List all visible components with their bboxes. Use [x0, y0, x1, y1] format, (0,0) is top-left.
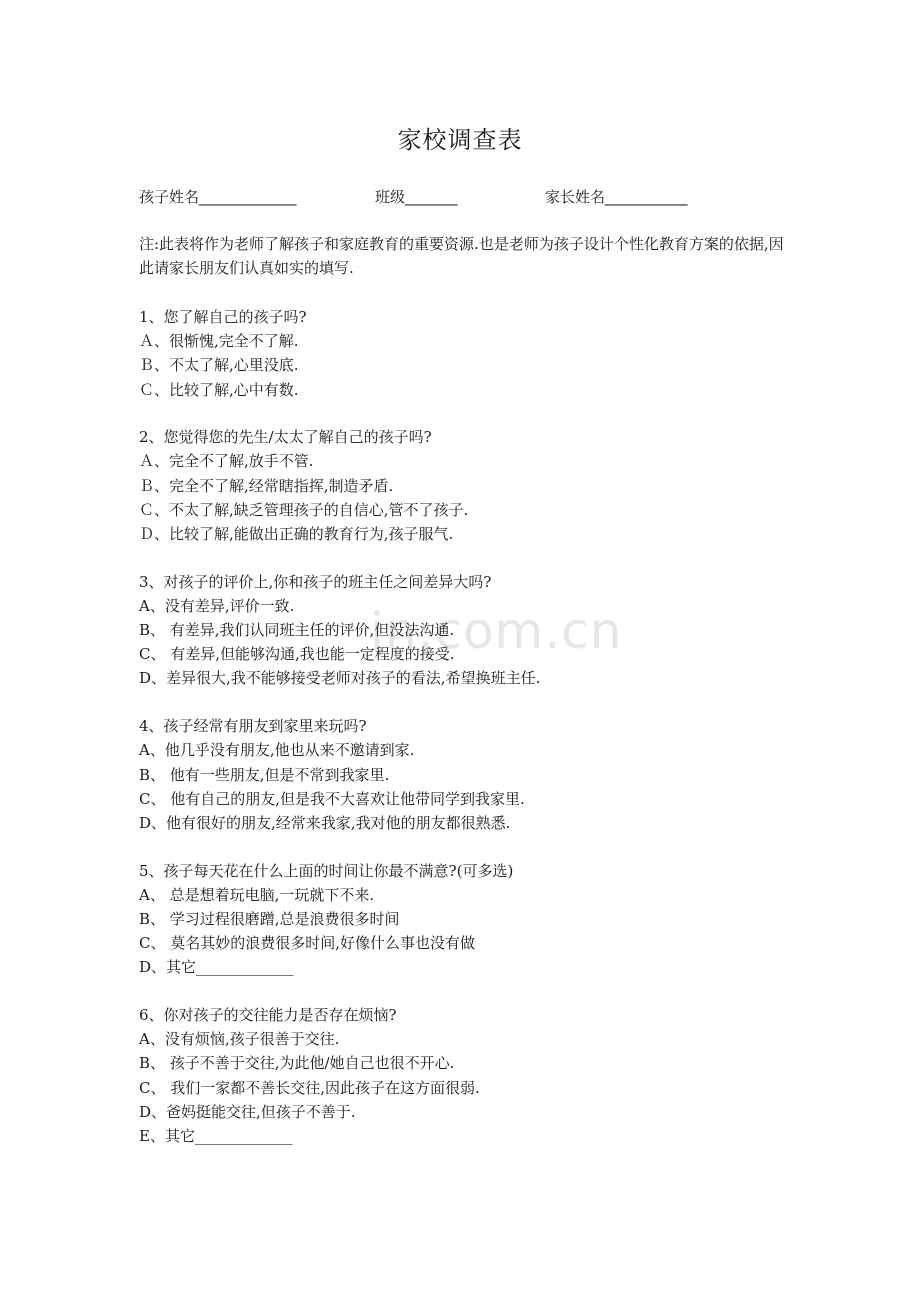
class-blank[interactable]: _______ [405, 188, 458, 206]
option-a[interactable]: A、 总是想着玩电脑,一玩就下不来. [139, 885, 375, 904]
question-text: 1、您了解自己的孩子吗? [139, 308, 307, 326]
option-d[interactable]: D、其它_____________ [139, 958, 294, 977]
watermark: in.com.cn [370, 602, 623, 660]
question-text: 3、对孩子的评价上,你和孩子的班主任之间差异大吗? [139, 572, 492, 591]
option-b[interactable]: Ｂ、完全不了解,经常瞎指挥,制造矛盾. [139, 476, 394, 495]
option-c[interactable]: C、 他有自己的朋友,但是我不大喜欢让他带同学到我家里. [139, 789, 525, 808]
option-b[interactable]: B、 学习过程很磨蹭,总是浪费很多时间 [139, 909, 400, 928]
page-title: 家校调查表 [397, 126, 523, 154]
question-4 [139, 714, 819, 835]
question-1 [139, 305, 819, 402]
option-c[interactable]: C、 莫名其妙的浪费很多时间,好像什么事也没有做 [139, 934, 476, 953]
option-c[interactable]: C、 我们一家都不善长交往,因此孩子在这方面很弱. [139, 1078, 480, 1097]
info-fields [0, 186, 920, 208]
question-2 [139, 425, 819, 546]
option-c[interactable]: Ｃ、不太了解,缺乏管理孩子的自信心,管不了孩子. [139, 500, 469, 519]
question-5 [139, 859, 819, 980]
question-text: 4、孩子经常有朋友到家里来玩吗? [139, 717, 367, 736]
question-3 [139, 570, 819, 691]
option-a[interactable]: A、没有差异,评价一致. [139, 596, 295, 615]
class-label: 班级 [375, 188, 406, 206]
parent-name-field[interactable] [545, 186, 688, 207]
option-a[interactable]: A、他几乎没有朋友,他也从来不邀请到家. [139, 741, 415, 760]
option-c[interactable]: Ｃ、比较了解,心中有数. [139, 380, 299, 399]
option-a[interactable]: Ａ、很惭愧,完全不了解. [139, 332, 299, 351]
child-name-field[interactable] [139, 186, 297, 207]
option-d[interactable]: D、差异很大,我不能够接受老师对孩子的看法,希望换班主任. [139, 669, 541, 688]
option-b[interactable]: Ｂ、不太了解,心里没底. [139, 356, 299, 375]
child-name-label: 孩子姓名 [139, 188, 200, 206]
option-d[interactable]: Ｄ、比较了解,能做出正确的教育行为,孩子服气. [139, 525, 454, 543]
option-a[interactable]: Ａ、完全不了解,放手不管. [139, 452, 314, 471]
instruction-note: 注:此表将作为老师了解孩子和家庭教育的重要资源.也是老师为孩子设计个性化教育方案的依据,因此请家长朋友们认真如实的填写. [139, 235, 784, 277]
option-e[interactable]: E、其它_____________ [139, 1126, 293, 1145]
option-a[interactable]: A、没有烦恼,孩子很善于交往. [139, 1030, 340, 1049]
question-6 [139, 1003, 819, 1148]
question-list [139, 305, 819, 1172]
option-b[interactable]: B、 他有一些朋友,但是不常到我家里. [139, 765, 390, 784]
option-b[interactable]: B、 有差异,我们认同班主任的评价,但没法沟通. [139, 621, 455, 640]
option-b[interactable]: B、 孩子不善于交往,为此他/她自己也很不开心. [139, 1054, 455, 1073]
parent-name-blank[interactable]: ___________ [605, 188, 688, 206]
option-d[interactable]: D、爸妈挺能交往,但孩子不善于. [139, 1102, 356, 1121]
option-d[interactable]: D、他有很好的朋友,经常来我家,我对他的朋友都很熟悉. [139, 813, 511, 832]
parent-name-label: 家长姓名 [545, 188, 606, 206]
child-name-blank[interactable]: _____________ [199, 188, 297, 206]
option-c[interactable]: C、 有差异,但能够沟通,我也能一定程度的接受. [139, 645, 455, 664]
question-text: 5、孩子每天花在什么上面的时间让你最不满意?(可多选) [139, 861, 514, 880]
question-text: 6、你对孩子的交往能力是否存在烦恼? [139, 1006, 397, 1024]
question-text: 2、您觉得您的先生/太太了解自己的孩子吗? [139, 428, 432, 447]
class-field[interactable] [375, 186, 458, 207]
